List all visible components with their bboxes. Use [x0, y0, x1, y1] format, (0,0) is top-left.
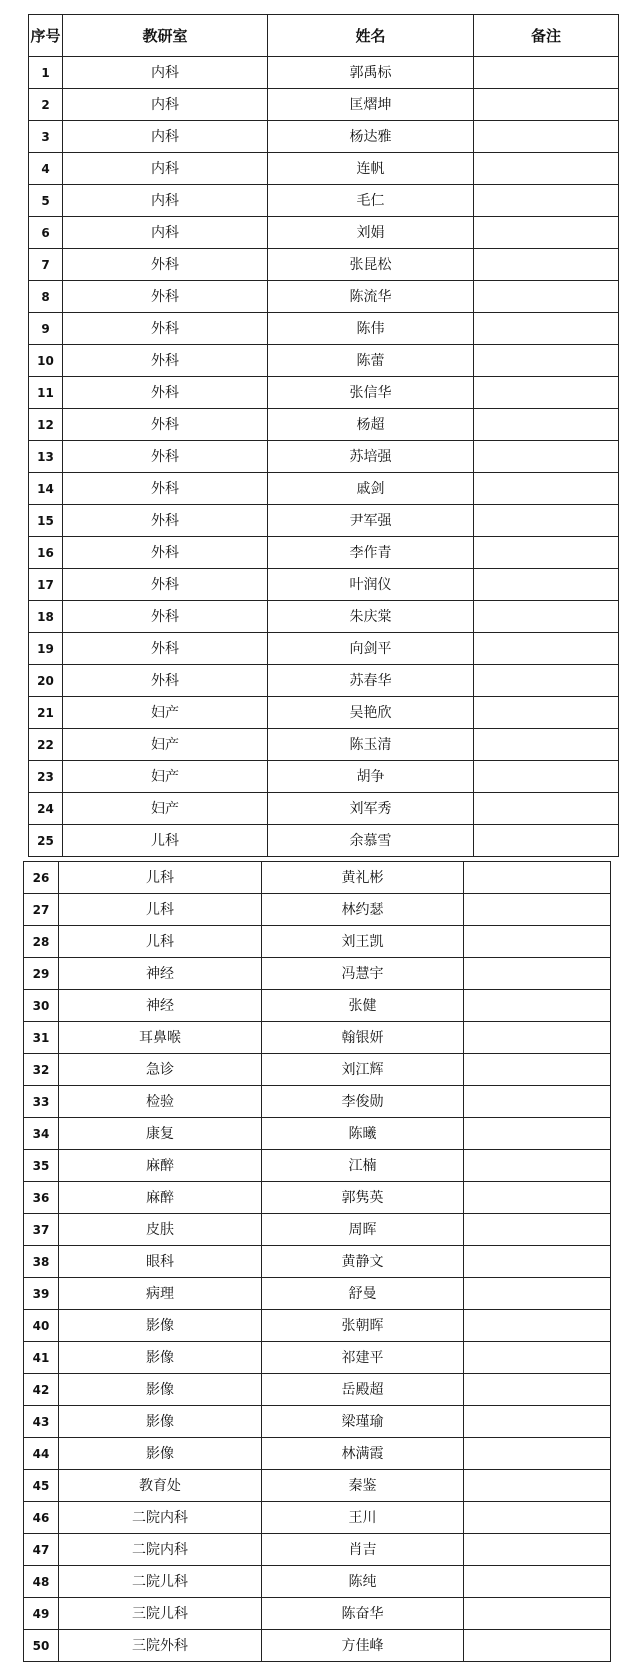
table-row	[24, 1086, 611, 1118]
department-cell: 外科	[63, 345, 268, 377]
name-cell: 林满霞	[262, 1438, 464, 1470]
row-index-cell: 45	[24, 1470, 59, 1502]
name-cell: 冯慧宇	[262, 958, 464, 990]
department-cell: 外科	[63, 505, 268, 537]
remarks-cell	[464, 1086, 611, 1118]
department-cell: 儿科	[59, 894, 262, 926]
row-index-cell: 7	[29, 249, 63, 281]
remarks-cell	[464, 1598, 611, 1630]
department-cell: 急诊	[59, 1054, 262, 1086]
row-index-cell: 20	[29, 665, 63, 697]
row-index-cell: 18	[29, 601, 63, 633]
table-row	[24, 1598, 611, 1630]
table-row	[24, 894, 611, 926]
remarks-cell	[464, 1534, 611, 1566]
remarks-cell	[474, 761, 619, 793]
table-row	[24, 1566, 611, 1598]
remarks-cell	[474, 601, 619, 633]
row-index-cell: 43	[24, 1406, 59, 1438]
name-cell: 胡争	[268, 761, 474, 793]
row-index-cell: 1	[29, 57, 63, 89]
name-cell: 翰银妍	[262, 1022, 464, 1054]
department-cell: 儿科	[63, 825, 268, 857]
table-row	[24, 1118, 611, 1150]
table-row	[29, 665, 619, 697]
row-index-cell: 50	[24, 1630, 59, 1662]
row-index-cell: 4	[29, 153, 63, 185]
department-cell: 麻醉	[59, 1150, 262, 1182]
table-row	[24, 958, 611, 990]
row-index-cell: 26	[24, 862, 59, 894]
row-index-cell: 16	[29, 537, 63, 569]
department-cell: 外科	[63, 249, 268, 281]
department-cell: 儿科	[59, 862, 262, 894]
roster-table-part-1	[28, 14, 619, 857]
name-cell: 余慕雪	[268, 825, 474, 857]
department-cell: 外科	[63, 633, 268, 665]
remarks-cell	[474, 697, 619, 729]
name-cell: 尹军强	[268, 505, 474, 537]
row-index-cell: 49	[24, 1598, 59, 1630]
department-cell: 外科	[63, 537, 268, 569]
table-row	[24, 990, 611, 1022]
table-row	[29, 601, 619, 633]
remarks-cell	[464, 1438, 611, 1470]
remarks-cell	[464, 1214, 611, 1246]
name-cell: 匡熠坤	[268, 89, 474, 121]
name-cell: 杨达雅	[268, 121, 474, 153]
table-row	[24, 1054, 611, 1086]
department-cell: 麻醉	[59, 1182, 262, 1214]
column-header-department: 教研室	[63, 15, 268, 57]
name-cell: 刘王凯	[262, 926, 464, 958]
row-index-cell: 12	[29, 409, 63, 441]
remarks-cell	[464, 1374, 611, 1406]
row-index-cell: 15	[29, 505, 63, 537]
name-cell: 梁瑾瑜	[262, 1406, 464, 1438]
name-cell: 黄礼彬	[262, 862, 464, 894]
remarks-cell	[474, 825, 619, 857]
table-row	[24, 1182, 611, 1214]
row-index-cell: 34	[24, 1118, 59, 1150]
name-cell: 祁建平	[262, 1342, 464, 1374]
table-row	[29, 761, 619, 793]
table-row	[24, 862, 611, 894]
department-cell: 病理	[59, 1278, 262, 1310]
remarks-cell	[464, 990, 611, 1022]
table-row	[29, 377, 619, 409]
department-cell: 内科	[63, 185, 268, 217]
remarks-cell	[474, 505, 619, 537]
remarks-cell	[474, 345, 619, 377]
department-cell: 眼科	[59, 1246, 262, 1278]
name-cell: 陈奋华	[262, 1598, 464, 1630]
row-index-cell: 37	[24, 1214, 59, 1246]
department-cell: 妇产	[63, 793, 268, 825]
remarks-cell	[474, 729, 619, 761]
department-cell: 三院外科	[59, 1630, 262, 1662]
name-cell: 杨超	[268, 409, 474, 441]
name-cell: 郭隽英	[262, 1182, 464, 1214]
remarks-cell	[464, 1182, 611, 1214]
roster-table-part-2	[23, 861, 611, 1662]
department-cell: 外科	[63, 377, 268, 409]
row-index-cell: 13	[29, 441, 63, 473]
table-row	[29, 89, 619, 121]
table-row	[24, 1630, 611, 1662]
name-cell: 陈曦	[262, 1118, 464, 1150]
remarks-cell	[464, 1246, 611, 1278]
table-row	[29, 441, 619, 473]
row-index-cell: 9	[29, 313, 63, 345]
column-header-remarks: 备注	[474, 15, 619, 57]
department-cell: 内科	[63, 217, 268, 249]
name-cell: 苏春华	[268, 665, 474, 697]
table-row	[29, 793, 619, 825]
remarks-cell	[474, 153, 619, 185]
name-cell: 张朝晖	[262, 1310, 464, 1342]
header-row	[29, 15, 619, 57]
remarks-cell	[474, 665, 619, 697]
name-cell: 刘军秀	[268, 793, 474, 825]
department-cell: 二院内科	[59, 1534, 262, 1566]
remarks-cell	[464, 862, 611, 894]
table-body-part-1	[29, 57, 619, 857]
name-cell: 吴艳欣	[268, 697, 474, 729]
department-cell: 神经	[59, 958, 262, 990]
remarks-cell	[464, 1470, 611, 1502]
row-index-cell: 41	[24, 1342, 59, 1374]
row-index-cell: 35	[24, 1150, 59, 1182]
department-cell: 影像	[59, 1310, 262, 1342]
department-cell: 影像	[59, 1438, 262, 1470]
table-row	[24, 1406, 611, 1438]
name-cell: 江楠	[262, 1150, 464, 1182]
table-row	[24, 1310, 611, 1342]
row-index-cell: 48	[24, 1566, 59, 1598]
name-cell: 李作青	[268, 537, 474, 569]
column-header-name: 姓名	[268, 15, 474, 57]
remarks-cell	[474, 249, 619, 281]
remarks-cell	[464, 1566, 611, 1598]
table-row	[24, 1022, 611, 1054]
row-index-cell: 47	[24, 1534, 59, 1566]
name-cell: 张昆松	[268, 249, 474, 281]
remarks-cell	[464, 1150, 611, 1182]
department-cell: 内科	[63, 121, 268, 153]
table-row	[24, 1470, 611, 1502]
remarks-cell	[464, 1054, 611, 1086]
table-row	[29, 537, 619, 569]
row-index-cell: 24	[29, 793, 63, 825]
row-index-cell: 33	[24, 1086, 59, 1118]
name-cell: 陈流华	[268, 281, 474, 313]
department-cell: 妇产	[63, 697, 268, 729]
row-index-cell: 25	[29, 825, 63, 857]
row-index-cell: 3	[29, 121, 63, 153]
department-cell: 外科	[63, 313, 268, 345]
name-cell: 刘江辉	[262, 1054, 464, 1086]
table-row	[29, 345, 619, 377]
name-cell: 陈玉清	[268, 729, 474, 761]
row-index-cell: 6	[29, 217, 63, 249]
department-cell: 妇产	[63, 761, 268, 793]
name-cell: 方佳峰	[262, 1630, 464, 1662]
department-cell: 内科	[63, 57, 268, 89]
department-cell: 检验	[59, 1086, 262, 1118]
table-body-part-2	[24, 862, 611, 1662]
row-index-cell: 8	[29, 281, 63, 313]
remarks-cell	[474, 217, 619, 249]
row-index-cell: 39	[24, 1278, 59, 1310]
table-row	[24, 1214, 611, 1246]
remarks-cell	[474, 793, 619, 825]
department-cell: 外科	[63, 665, 268, 697]
name-cell: 朱庆棠	[268, 601, 474, 633]
name-cell: 张健	[262, 990, 464, 1022]
table-row	[24, 1374, 611, 1406]
table-row	[29, 217, 619, 249]
name-cell: 黄静文	[262, 1246, 464, 1278]
department-cell: 耳鼻喉	[59, 1022, 262, 1054]
remarks-cell	[474, 537, 619, 569]
table-row	[24, 1342, 611, 1374]
remarks-cell	[474, 89, 619, 121]
name-cell: 周晖	[262, 1214, 464, 1246]
name-cell: 连帆	[268, 153, 474, 185]
table-row	[29, 281, 619, 313]
row-index-cell: 29	[24, 958, 59, 990]
department-cell: 外科	[63, 569, 268, 601]
department-cell: 影像	[59, 1374, 262, 1406]
remarks-cell	[474, 633, 619, 665]
department-cell: 影像	[59, 1406, 262, 1438]
department-cell: 外科	[63, 409, 268, 441]
remarks-cell	[464, 926, 611, 958]
remarks-cell	[474, 569, 619, 601]
name-cell: 陈伟	[268, 313, 474, 345]
table-row	[29, 505, 619, 537]
table-row	[29, 473, 619, 505]
table-row	[29, 249, 619, 281]
row-index-cell: 14	[29, 473, 63, 505]
department-cell: 皮肤	[59, 1214, 262, 1246]
name-cell: 张信华	[268, 377, 474, 409]
row-index-cell: 38	[24, 1246, 59, 1278]
remarks-cell	[474, 377, 619, 409]
row-index-cell: 27	[24, 894, 59, 926]
row-index-cell: 30	[24, 990, 59, 1022]
table-row	[24, 1502, 611, 1534]
remarks-cell	[474, 409, 619, 441]
table-row	[29, 121, 619, 153]
department-cell: 外科	[63, 601, 268, 633]
remarks-cell	[464, 1278, 611, 1310]
row-index-cell: 10	[29, 345, 63, 377]
remarks-cell	[474, 441, 619, 473]
row-index-cell: 46	[24, 1502, 59, 1534]
table-row	[29, 57, 619, 89]
department-cell: 外科	[63, 441, 268, 473]
name-cell: 戚剑	[268, 473, 474, 505]
remarks-cell	[464, 1630, 611, 1662]
department-cell: 内科	[63, 153, 268, 185]
name-cell: 刘娟	[268, 217, 474, 249]
remarks-cell	[464, 1342, 611, 1374]
row-index-cell: 23	[29, 761, 63, 793]
row-index-cell: 22	[29, 729, 63, 761]
row-index-cell: 31	[24, 1022, 59, 1054]
remarks-cell	[474, 121, 619, 153]
name-cell: 郭禹标	[268, 57, 474, 89]
table-row	[29, 569, 619, 601]
name-cell: 向剑平	[268, 633, 474, 665]
row-index-cell: 11	[29, 377, 63, 409]
name-cell: 毛仁	[268, 185, 474, 217]
remarks-cell	[464, 1502, 611, 1534]
name-cell: 苏培强	[268, 441, 474, 473]
department-cell: 外科	[63, 473, 268, 505]
name-cell: 陈纯	[262, 1566, 464, 1598]
remarks-cell	[464, 894, 611, 926]
name-cell: 叶润仪	[268, 569, 474, 601]
department-cell: 神经	[59, 990, 262, 1022]
name-cell: 陈蕾	[268, 345, 474, 377]
department-cell: 妇产	[63, 729, 268, 761]
department-cell: 内科	[63, 89, 268, 121]
table-row	[29, 313, 619, 345]
table-row	[29, 185, 619, 217]
remarks-cell	[474, 313, 619, 345]
remarks-cell	[474, 473, 619, 505]
table-row	[29, 729, 619, 761]
name-cell: 林约瑟	[262, 894, 464, 926]
row-index-cell: 44	[24, 1438, 59, 1470]
department-cell: 儿科	[59, 926, 262, 958]
name-cell: 秦鉴	[262, 1470, 464, 1502]
department-cell: 影像	[59, 1342, 262, 1374]
row-index-cell: 36	[24, 1182, 59, 1214]
row-index-cell: 19	[29, 633, 63, 665]
table-row	[29, 697, 619, 729]
table-row	[24, 926, 611, 958]
remarks-cell	[474, 57, 619, 89]
table-row	[24, 1246, 611, 1278]
row-index-cell: 40	[24, 1310, 59, 1342]
table-row	[24, 1438, 611, 1470]
department-cell: 康复	[59, 1118, 262, 1150]
department-cell: 三院儿科	[59, 1598, 262, 1630]
row-index-cell: 28	[24, 926, 59, 958]
remarks-cell	[464, 1310, 611, 1342]
row-index-cell: 2	[29, 89, 63, 121]
remarks-cell	[464, 958, 611, 990]
department-cell: 二院儿科	[59, 1566, 262, 1598]
table-row	[29, 153, 619, 185]
row-index-cell: 5	[29, 185, 63, 217]
name-cell: 岳殿超	[262, 1374, 464, 1406]
row-index-cell: 42	[24, 1374, 59, 1406]
remarks-cell	[464, 1118, 611, 1150]
row-index-cell: 17	[29, 569, 63, 601]
name-cell: 肖吉	[262, 1534, 464, 1566]
table-row	[29, 409, 619, 441]
table-row	[24, 1278, 611, 1310]
remarks-cell	[474, 185, 619, 217]
table-row	[24, 1150, 611, 1182]
table-row	[29, 825, 619, 857]
remarks-cell	[464, 1406, 611, 1438]
row-index-cell: 21	[29, 697, 63, 729]
row-index-cell: 32	[24, 1054, 59, 1086]
remarks-cell	[474, 281, 619, 313]
department-cell: 二院内科	[59, 1502, 262, 1534]
table-row	[29, 633, 619, 665]
table-row	[24, 1534, 611, 1566]
department-cell: 外科	[63, 281, 268, 313]
name-cell: 李俊勋	[262, 1086, 464, 1118]
remarks-cell	[464, 1022, 611, 1054]
name-cell: 舒曼	[262, 1278, 464, 1310]
name-cell: 王川	[262, 1502, 464, 1534]
column-header-index: 序号	[29, 15, 63, 57]
department-cell: 教育处	[59, 1470, 262, 1502]
